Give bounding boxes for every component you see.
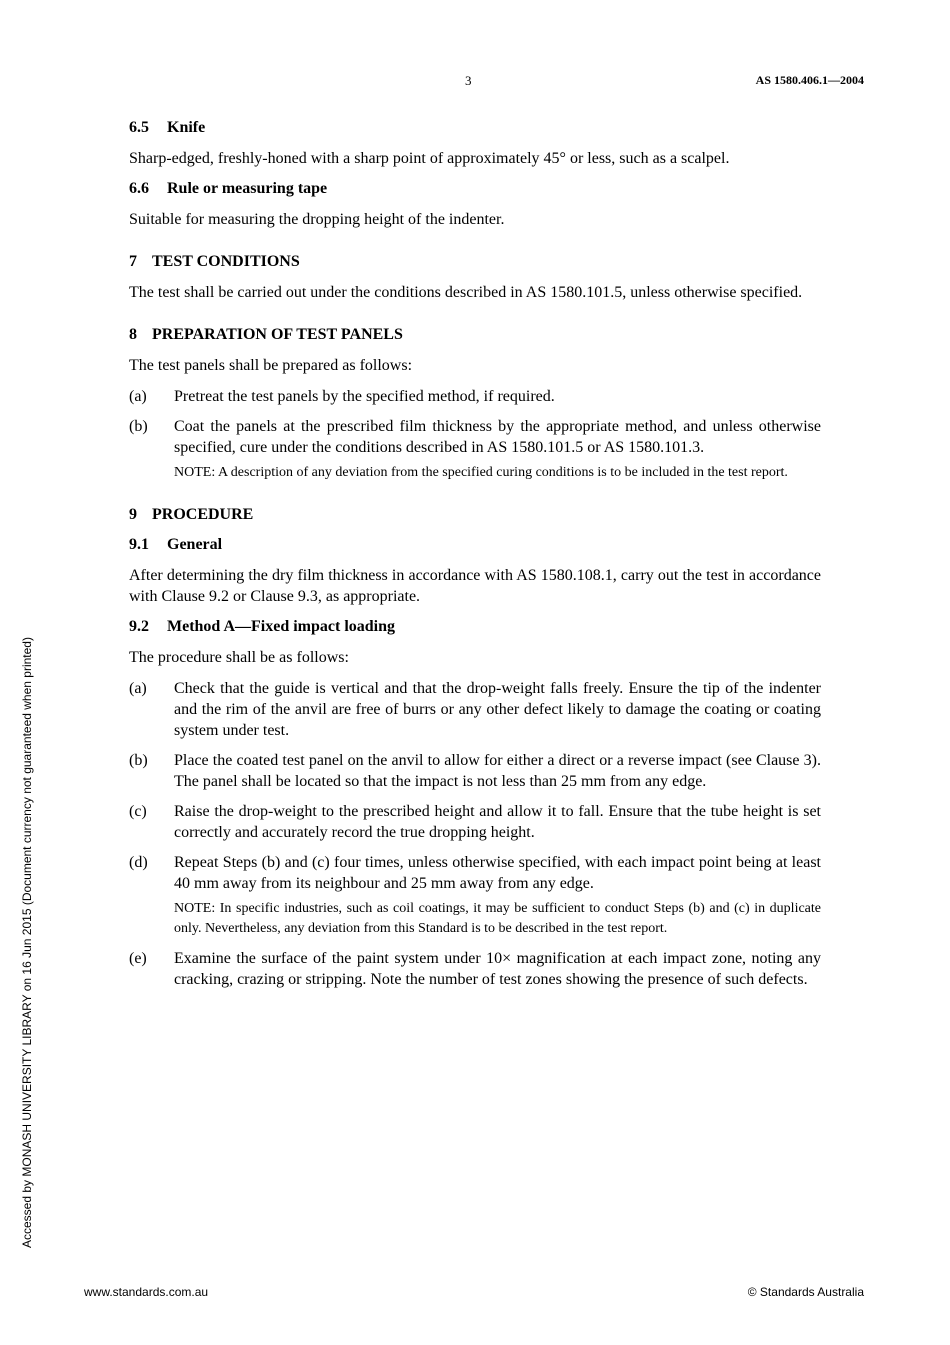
section-text-6-5: Sharp-edged, freshly-honed with a sharp point of approximately 45° or less, such as a scalpel. — [129, 150, 730, 167]
section-heading-6-6: 6.6 Rule or measuring tape — [129, 180, 328, 197]
note: NOTE: A description of any deviation from the specified curing conditions is to be included in the test report. — [174, 465, 788, 480]
list-item: (d) Repeat Steps (b) and (c) four times, unless otherwise specified, with each impact point being at least 40 mm away from its neighbour and 25 mm away from any edge. NOTE: In specific industries, such as coil coatings, it may be sufficient to conduct Steps (b) and (c) in duplicate only. Nevertheless, any deviation from this Standard is to be described in the test report. — [129, 852, 821, 939]
footer-website: www.standards.com.au — [84, 1285, 209, 1299]
section-text-6-6: Suitable for measuring the dropping height of the indenter. — [129, 211, 505, 228]
section-heading-9-2: 9.2 Method A—Fixed impact loading — [129, 618, 396, 635]
list-item: (e) Examine the surface of the paint system under 10× magnification at each impact zone, noting any cracking, crazing or stripping. Note the number of test zones showing the presence of such defects. — [129, 950, 821, 988]
section-heading-8: 8 PREPARATION OF TEST PANELS — [129, 326, 403, 343]
list-item: (a) Pretreat the test panels by the specified method, if required. — [129, 388, 555, 405]
list-item: (a) Check that the guide is vertical and that the drop-weight falls freely. Ensure the tip of the indenter and the rim of the anvil are free of burrs or any other defect likely to damage the coating or coating system under test. — [129, 680, 821, 739]
section-text-7: The test shall be carried out under the conditions described in AS 1580.101.5, unless otherwise specified. — [129, 284, 803, 301]
section-heading-7: 7 TEST CONDITIONS — [129, 253, 300, 270]
section-heading-9-1: 9.1 General — [129, 536, 223, 553]
section-heading-9: 9 PROCEDURE — [129, 506, 254, 523]
note: NOTE: In specific industries, such as coil coatings, it may be sufficient to conduct Steps (b) and (c) in duplicate only. Nevertheless, any deviation from this Standard is to be described in the test report. — [174, 901, 821, 936]
list-item: (b) Coat the panels at the prescribed film thickness by the appropriate method, and unless otherwise specified, cure under the conditions described in AS 1580.101.5 or AS 1580.101.3. NOTE: A description of any deviation from the specified curing conditions is to be included in the test report. — [129, 416, 821, 483]
section-heading-6-5: 6.5 Knife — [129, 119, 206, 136]
list-item: (b) Place the coated test panel on the anvil to allow for either a direct or a reverse impact (see Clause 3). The panel shall be located so that the impact is not less than 25 mm from any edge. — [129, 752, 821, 790]
access-notice: Accessed by MONASH UNIVERSITY LIBRARY on 16 Jun 2015 (Document currency not guaranteed when printed) — [20, 637, 34, 1248]
footer-copyright: © Standards Australia — [747, 1285, 864, 1299]
section-text-9-1: After determining the dry film thickness in accordance with AS 1580.108.1, carry out the test in accordance with Clause 9.2 or Clause 9.3, as appropriate. — [129, 567, 821, 605]
section-intro-9-2: The procedure shall be as follows: — [129, 649, 349, 666]
section-intro-8: The test panels shall be prepared as follows: — [129, 357, 413, 374]
page-number: 3 — [465, 73, 472, 88]
list-item: (c) Raise the drop-weight to the prescribed height and allow it to fall. Ensure that the tube height is set correctly and accurately record the true dropping height. — [129, 803, 821, 841]
standard-id: AS 1580.406.1—2004 — [755, 73, 864, 87]
document-body — [129, 118, 821, 999]
